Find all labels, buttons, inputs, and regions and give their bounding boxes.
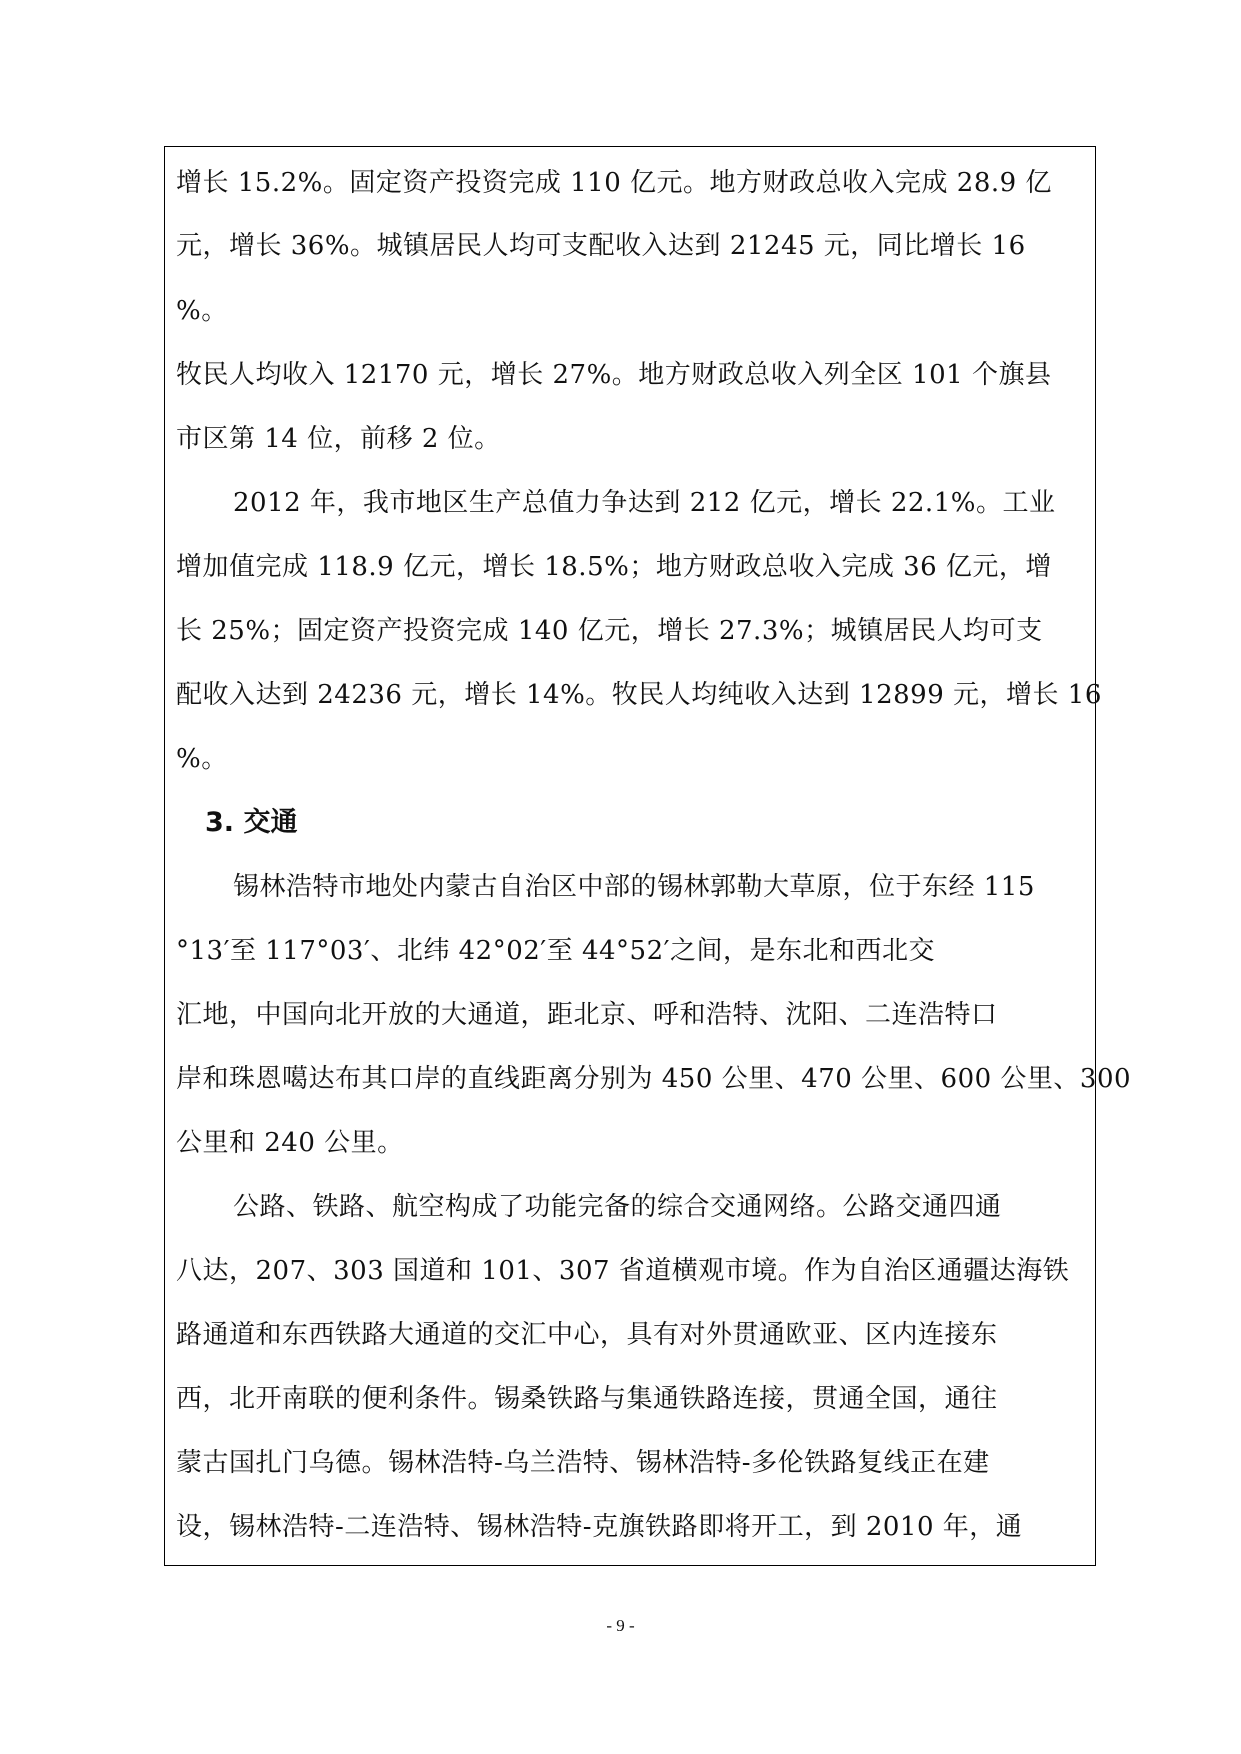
text-line: 公路、铁路、航空构成了功能完备的综合交通网络。公路交通四通 [233,1192,1002,1222]
text-line: °13′至 117°03′、北纬 42°02′至 44°52′之间，是东北和西北交 [176,936,936,966]
text-line: 2012 年，我市地区生产总值力争达到 212 亿元，增长 22.1%。工业 [233,488,1056,518]
text-line: 市区第 14 位，前移 2 位。 [176,424,501,454]
text-line: 路通道和东西铁路大通道的交汇中心，具有对外贯通欧亚、区内连接东 [176,1320,998,1350]
text-line: 八达，207、303 国道和 101、307 省道横观市境。作为自治区通疆达海铁 [176,1256,1070,1286]
text-line: 增加值完成 118.9 亿元，增长 18.5%；地方财政总收入完成 36 亿元，增 [176,552,1052,582]
text-line: 长 25%；固定资产投资完成 140 亿元，增长 27.3%；城镇居民人均可支 [176,616,1043,646]
text-line: 牧民人均收入 12170 元，增长 27%。地方财政总收入列全区 101 个旗县 [176,360,1052,390]
section-heading: 3. 交通 [205,807,298,838]
text-line: 配收入达到 24236 元，增长 14%。牧民人均纯收入达到 12899 元，增长 16 [176,680,1102,710]
text-line: 元，增长 36%。城镇居民人均可支配收入达到 21245 元，同比增长 16 [176,231,1026,261]
text-line: 增长 15.2%。固定资产投资完成 110 亿元。地方财政总收入完成 28.9 亿 [176,168,1052,198]
text-line: %。 [176,744,228,774]
text-line: 汇地，中国向北开放的大通道，距北京、呼和浩特、沈阳、二连浩特口 [176,1000,998,1030]
text-line: %。 [176,296,228,326]
text-line: 岸和珠恩噶达布其口岸的直线距离分别为 450 公里、470 公里、600 公里、300 [176,1064,1132,1094]
text-line: 西，北开南联的便利条件。锡桑铁路与集通铁路连接，贯通全国，通往 [176,1384,998,1414]
text-line: 设，锡林浩特-二连浩特、锡林浩特-克旗铁路即将开工，到 2010 年，通 [176,1512,1023,1542]
page-number: - 9 - [606,1616,635,1635]
text-line: 蒙古国扎门乌德。锡林浩特-乌兰浩特、锡林浩特-多伦铁路复线正在建 [176,1448,990,1478]
text-line: 公里和 240 公里。 [176,1128,404,1158]
text-line: 锡林浩特市地处内蒙古自治区中部的锡林郭勒大草原，位于东经 115 [233,872,1035,902]
